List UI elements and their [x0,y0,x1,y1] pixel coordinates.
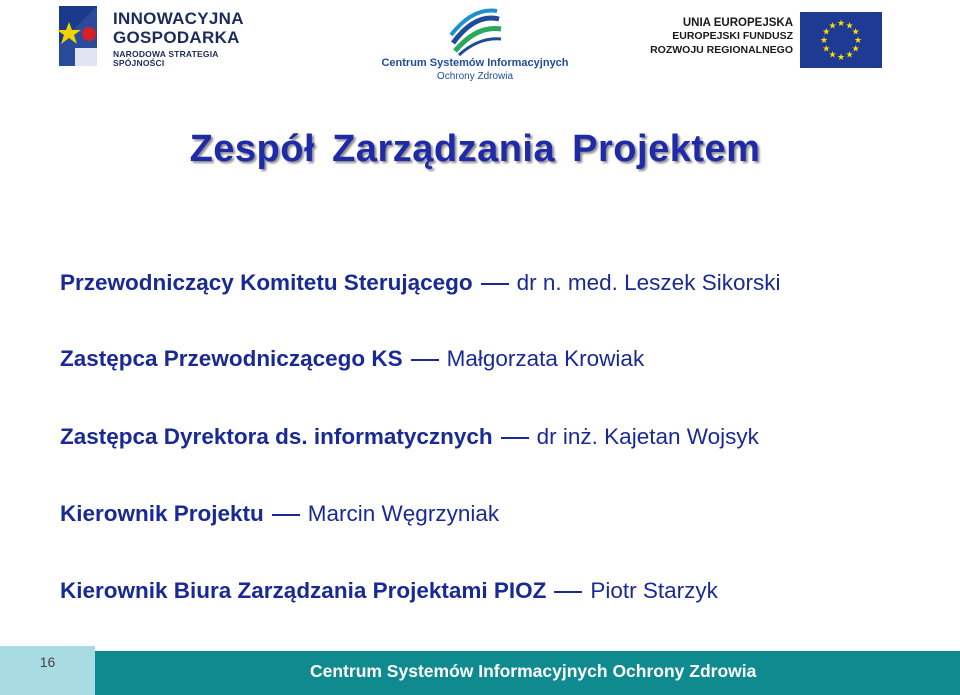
eu-star-icon: ★ [845,20,854,31]
csioz-logo [375,3,575,83]
dash-separator [481,283,509,285]
team-row [60,578,718,604]
team-row [60,346,644,372]
logo-ue-line3: ROZWOJU REGIONALNEGO [650,43,793,56]
innowacyjna-gospodarka-emblem-icon [55,4,111,70]
team-row [60,501,499,527]
eu-star-icon: ★ [836,52,846,62]
role-label: Kierownik Biura Zarządzania Projektami PIOZ [60,578,547,603]
eu-star-icon: ★ [836,18,846,28]
footer [0,646,960,695]
eu-star-icon: ★ [851,26,860,37]
logo-ig-line2: GOSPODARKA [113,28,240,47]
person-name: dr inż. Kajetan Wojsyk [536,424,759,449]
logo-ue-line2: EUROPEJSKI FUNDUSZ [672,30,793,43]
eu-flag-icon [800,12,882,68]
role-label: Zastępca Dyrektora ds. informatycznych [60,424,493,449]
dash-separator [554,591,582,593]
person-name: Marcin Węgrzyniak [307,501,500,526]
person-name: dr n. med. Leszek Sikorski [516,270,781,295]
eu-star-icon: ★ [822,43,831,54]
page-number: 16 [39,654,56,670]
csioz-swirl-icon [445,3,505,57]
role-label: Kierownik Projektu [60,501,264,526]
dash-separator [411,359,439,361]
role-label: Zastępca Przewodniczącego KS [60,346,403,371]
logo-csioz-line1: Centrum Systemów Informacyjnych [381,57,569,69]
logo-ue-line1: UNIA EUROPEJSKA [682,17,793,29]
eu-star-icon: ★ [851,43,860,54]
eu-star-icon: ★ [822,26,831,37]
dash-separator [501,437,529,439]
logo-ig-line1: INNOWACYJNA [113,9,244,28]
logo-ig-line3: NARODOWA STRATEGIA SPÓJNOŚCI [113,49,219,68]
page-number-box [0,646,95,695]
ue-logo [648,12,888,70]
eu-star-icon: ★ [845,49,854,60]
role-label: Przewodniczący Komitetu Sterującego [60,270,473,295]
eu-star-icon: ★ [828,49,837,60]
footer-text: Centrum Systemów Informacyjnych Ochrony Zdrowia [310,661,757,681]
eu-star-icon: ★ [853,35,863,45]
innowacyjna-gospodarka-logo [55,4,265,70]
person-name: Małgorzata Krowiak [446,346,645,371]
footer-bar [95,651,960,695]
team-row [60,424,759,450]
dash-separator [272,514,300,516]
logo-csioz-line2: Ochrony Zdrowia [436,71,514,82]
eu-star-icon: ★ [828,20,837,31]
person-name: Piotr Starzyk [590,578,718,603]
eu-star-icon: ★ [819,35,829,45]
team-row [60,270,780,296]
page-title: Zespół Zarządzania Projektem [189,128,761,170]
